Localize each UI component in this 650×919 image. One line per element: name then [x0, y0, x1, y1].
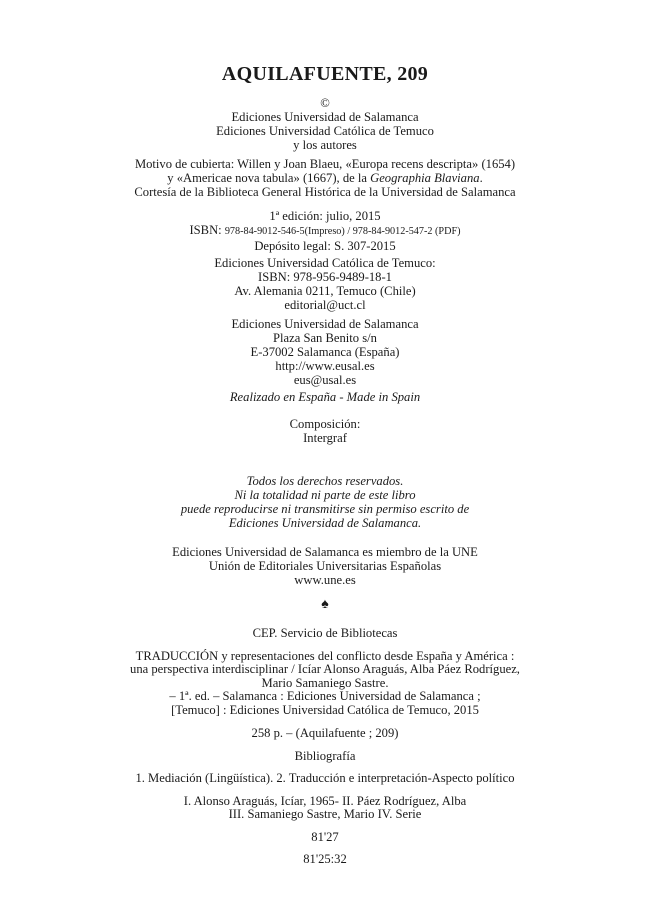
rights-line: Ni la totalidad ni parte de este libro: [234, 488, 416, 502]
cep-record-line: una perspectiva interdisciplinar / Icíar Alonso Araguás, Alba Páez Rodríguez,: [130, 662, 520, 676]
cep-classification: 81'25:32: [303, 852, 347, 866]
cep-subjects: 1. Mediación (Lingüística). 2. Traducción e interpretación-Aspecto político: [135, 771, 515, 785]
publisher-isbn: ISBN: 978-956-9489-18-1: [258, 270, 392, 284]
isbn-line: ISBN: 978-84-9012-546-5(Impreso) / 978-84-9012-547-2 (PDF): [189, 223, 461, 237]
temuco-publisher: [0, 256, 650, 312]
publisher-name: Ediciones Universidad Católica de Temuco:: [214, 256, 436, 270]
rights-line: Ediciones Universidad de Salamanca.: [228, 516, 422, 530]
copyright-block: [0, 96, 650, 152]
salamanca-publisher: [0, 317, 650, 387]
une-line: Ediciones Universidad de Salamanca es miembro de la UNE: [172, 545, 478, 559]
cep-record-line: TRADUCCIÓN y representaciones del conflicto desde España y América :: [135, 648, 515, 663]
une-membership: [0, 545, 650, 587]
edition-date: 1ª edición: julio, 2015: [269, 209, 381, 223]
publisher-name: Ediciones Universidad de Salamanca: [231, 317, 419, 331]
publisher-email: editorial@uct.cl: [284, 298, 366, 312]
publisher-address: Av. Alemania 0211, Temuco (Chile): [234, 284, 416, 298]
composition-value: Intergraf: [303, 431, 347, 445]
rights-line: Todos los derechos reservados.: [246, 474, 404, 488]
cover-line: y «Americae nova tabula» (1667), de la Geographia Blaviana.: [167, 171, 483, 185]
cep-classification: 81'27: [311, 829, 339, 844]
cep-pages: 258 p. – (Aquilafuente ; 209): [251, 726, 399, 740]
edition-info: [0, 209, 650, 253]
cep-record: [0, 627, 650, 867]
publisher-street: Plaza San Benito s/n: [273, 331, 377, 345]
publisher-url: http://www.eusal.es: [275, 359, 375, 373]
publisher-city: E-37002 Salamanca (España): [250, 345, 400, 359]
copyright-holder: y los autores: [293, 138, 357, 152]
une-line: www.une.es: [294, 573, 356, 587]
copyright-holder: Ediciones Universidad de Salamanca: [231, 110, 419, 124]
cep-record-line: – 1ª. ed. – Salamanca : Ediciones Universidad de Salamanca ;: [169, 689, 481, 703]
composition: [0, 417, 650, 445]
legal-deposit: Depósito legal: S. 307-2015: [254, 239, 396, 253]
cover-line: Motivo de cubierta: Willen y Joan Blaeu, «Europa recens descripta» (1654): [134, 157, 516, 171]
copyright-holder: Ediciones Universidad Católica de Temuco: [216, 124, 434, 138]
composition-label: Composición:: [289, 417, 361, 431]
cep-entry: III. Samaniego Sastre, Mario IV. Serie: [228, 807, 422, 821]
rights-notice: [0, 474, 650, 530]
series-title: AQUILAFUENTE, 209: [221, 63, 429, 85]
cep-header: CEP. Servicio de Bibliotecas: [252, 626, 398, 640]
made-in-spain: Realizado en España - Made in Spain: [229, 390, 421, 404]
rights-line: puede reproducirse ni transmitirse sin permiso escrito de: [180, 502, 470, 516]
copyright-symbol: ©: [320, 96, 330, 110]
cover-credits: [0, 157, 650, 199]
publisher-email: eus@usal.es: [293, 373, 357, 387]
cep-bibliography: Bibliografía: [294, 748, 356, 763]
spade-ornament-icon: ♠: [321, 597, 329, 612]
cep-entry: I. Alonso Araguás, Icíar, 1965- II. Páez Rodríguez, Alba: [183, 793, 467, 808]
cep-record-line: [Temuco] : Ediciones Universidad Católica de Temuco, 2015: [171, 702, 479, 717]
cover-line: Cortesía de la Biblioteca General Histórica de la Universidad de Salamanca: [134, 185, 516, 199]
cep-record-line: Mario Samaniego Sastre.: [261, 675, 389, 690]
une-line: Unión de Editoriales Universitarias Españolas: [208, 559, 442, 573]
